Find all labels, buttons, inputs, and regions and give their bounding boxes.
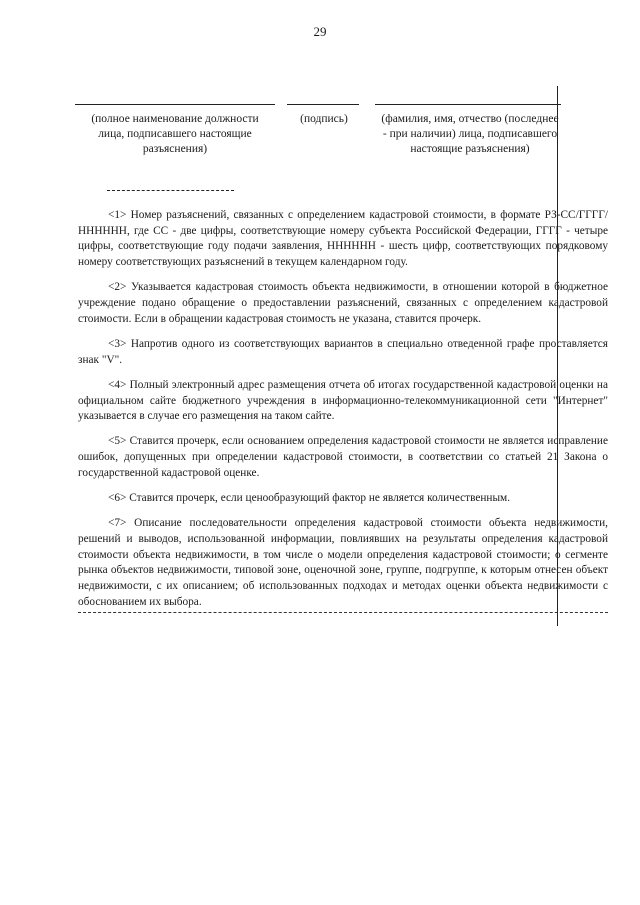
footnote-3: <3> Напротив одного из соответствующих вариантов в специально отведенной графе проставляется знак "V".: [78, 337, 608, 366]
footnote-1: <1> Номер разъяснений, связанных с определением кадастровой стоимости, в формате РЗ-СС/ГГГГ/НННННН, где СС - две цифры, соответствующие номеру субъекта Российской Федерации, ГГГГ - четыре цифры, соответствующие году подачи заявления, НННННН - шесть цифр, соответствующих порядковому номеру соответствующих разъяснений в текущем календарном году.: [78, 209, 608, 269]
signature-caption: (подпись): [300, 113, 348, 125]
footnote-5: <5> Ставится прочерк, если основанием определения кадастровой стоимости не является исправление ошибок, допущенных при определении кадастровой стоимости, в соответствии со статьей 21 Закона о государственной кадастровой оценке.: [78, 435, 608, 479]
position-caption: (полное наименование должности лица, подписавшего настоящие разъяснения): [91, 113, 259, 155]
position-signature-line: [75, 104, 275, 105]
footnote-4: <4> Полный электронный адрес размещения отчета об итогах государственной кадастровой оценки на официальном сайте бюджетного учреждения в информационно-телекоммуникационной сети "Интернет" указывается в случае его размещения на таком сайте.: [78, 378, 608, 423]
footnote-2: <2> Указывается кадастровая стоимость объекта недвижимости, в отношении которой в бюджетное учреждение подано обращение о предоставлении разъяснений, связанных с определением кадастровой стоимости. Если в обращении кадастровая стоимость не указана, ставится прочерк.: [78, 281, 608, 325]
footnote-separator: [107, 190, 234, 191]
footnote-7: <7> Описание последовательности определения кадастровой стоимости объекта недвижимости, решений и выводов, использованной информации, повлиявших на результаты определения кадастровой стоимости объекта недвижимости, в том числе о модели определения кадастровой стоимости; о сегменте рынка объектов недвижимости, типовой зоне, оценочной зоне, группе, подгруппе, к которым отнесен объект недвижимости, с их описанием; об использованных подходах и методах оценки объекта недвижимости с обоснованием их выбора.: [78, 517, 608, 608]
name-caption: (фамилия, имя, отчество (последнее - при наличии) лица, подписавшего настоящие разъяснения): [381, 113, 559, 155]
name-signature-line: [375, 104, 561, 105]
scan-vertical-line: [557, 86, 558, 626]
page-number: 29: [313, 24, 327, 39]
signature-line: [287, 104, 359, 105]
footnotes: [78, 208, 608, 620]
footnote-6: <6> Ставится прочерк, если ценообразующий фактор не является количественным.: [108, 492, 511, 505]
table-bottom-border: [78, 612, 608, 613]
